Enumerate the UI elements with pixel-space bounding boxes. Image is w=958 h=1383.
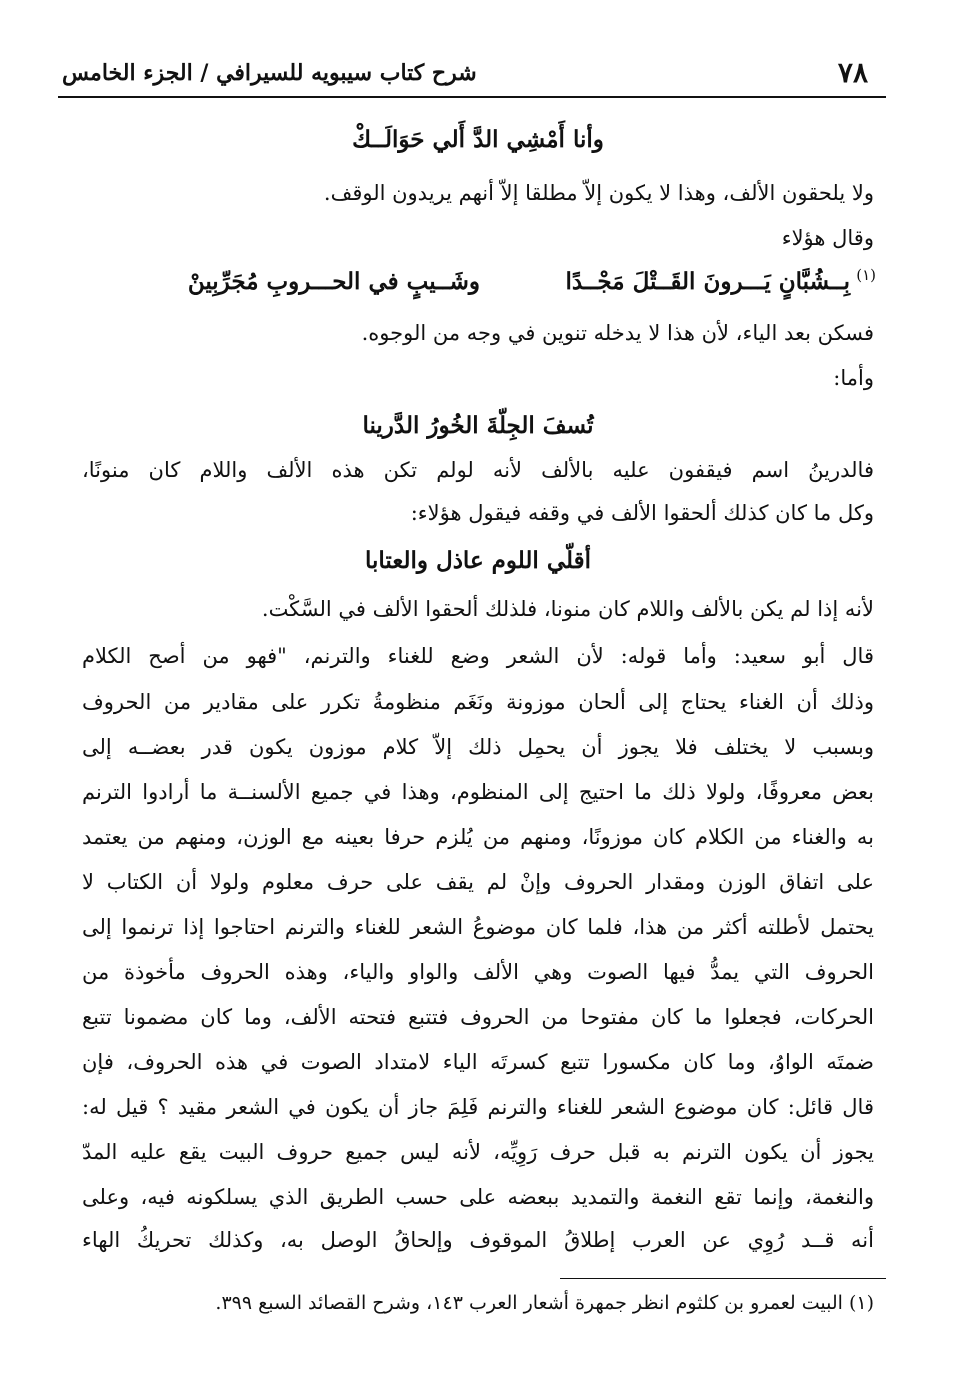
verse-second-half: وشَــيبٍ في الحـــروبِ مُجَرِّبِينْ	[187, 268, 480, 295]
text-line: لأنه إذا لم يكن بالألف واللام كان منونا، فلذلك ألحقوا الألف في السَّكْت.	[261, 597, 874, 621]
verse-line: أقلّي اللوم عاذل والعتابا	[365, 547, 591, 574]
text-line: على اتفاق الوزن ومقدار الحروف وإنْ لم يقف على حرف معلوم ولولا أن الكتاب لا	[82, 870, 874, 894]
verse-first-half: بِــشُبَّانٍ يَـــرونَ القَــتْلَ مَجْــدًا	[565, 268, 850, 295]
text-line: الحروف التي يمدُّ فيها الصوت وهي الألف والواو والياء، وهذه الحروف مأخوذة من	[82, 960, 874, 984]
footnote-divider	[560, 1278, 886, 1279]
footnote: (١) البيت لعمرو بن كلثوم انظر جمهرة أشعار العرب ١٤٣، وشرح القصائد السبع ٣٩٩.	[215, 1292, 874, 1314]
text-line: وأما:	[833, 366, 874, 390]
text-line: وقال هؤلاء	[781, 226, 874, 250]
text-line: وكل ما كان كذلك ألحقوا الألف في وقفه فيقول هؤلاء:	[410, 501, 874, 525]
page-number: ٧٨	[837, 56, 868, 89]
text-line: يحتمل لأطلته أكثر من هذا، فلما كان موضوعُ الشعر للغناء والترنم احتاجوا إذا ترنموا إلى	[82, 915, 874, 939]
text-line: ضمتَه الواوُ، وما كان مكسورا تتبع كسرتَه الياء لامتداد الصوت في هذه الحروف، فإن	[82, 1050, 874, 1074]
text-line: والنغمة، وإنما تقع النغمة والتمديد ببعضه على حسب الطريق الذي يسلكونه فيه، وعلى	[82, 1185, 874, 1209]
verse-line: تُسفَ الجِلّةَ الخُورُ الدَّرينا	[362, 412, 594, 439]
page-header	[58, 52, 886, 98]
text-line: يجوز أن يكون الترنم به قبل حرف رَوِيِّه، لأنه ليس جميع حروف البيت يقع عليه المدّ	[82, 1140, 874, 1164]
verse-line: وأنا أَمْشِي الدَّ أَلي حَوَالَــكْ	[352, 126, 604, 153]
text-line: فالدرينُ اسم فيقفون عليه بالألف لأنه لولم تكن هذه الألف واللام كان منونًا،	[82, 458, 874, 482]
text-line: قال قائل: كان موضوع الشعر للغناء والترنم فَلِمَ جاز أن يكون في الشعر مقيد ؟ قيل له:	[82, 1095, 874, 1119]
text-line: بعض معروفًا، ولولا ذلك ما احتيج إلى المنظوم، وهذا في جميع الألسنــة ما أرادوا الترنم	[82, 780, 874, 804]
text-line: وذلك أن الغناء يحتاج إلى ألحان موزونة ونَغَم منظومةُ تكرر على مقادير من الحروف	[82, 690, 874, 714]
footnote-marker: (١)	[856, 266, 876, 284]
text-line: قال أبو سعيد: وأما قوله: لأن الشعر وضع للغناء والترنم، "فهو من أصح الكلام	[82, 644, 874, 668]
text-line: فسكن بعد الياء، لأن هذا لا يدخله تنوين في وجه من الوجوه.	[361, 321, 874, 345]
text-line: وبسبب لا يختلف فلا يجوز أن يحمِل ذلك إلاّ كلام موزون يكون قدر بعضــه إلى	[82, 735, 874, 759]
text-line: به والغناء من الكلام كان موزونًا، ومنهم من يُلزم حرفا بعينه مع الوزن، ومنهم من يعتمد	[82, 825, 874, 849]
text-line: أنه قــد رُوِي عن العرب إطلاقُ الموقوف وإلحاقُ الوصل به، وكذلك تحريكُ الهاء	[82, 1228, 874, 1252]
text-line: ولا يلحقون الألف، وهذا لا يكون إلاّ مطلقا إلاّ أنهم يريدون الوقف.	[323, 181, 874, 205]
text-line: الحركات، فجعلوا ما كان مفتوحا من الحروف فتتبع فتحته الألف، وما كان مضمونا تتبع	[82, 1005, 874, 1029]
running-title: شرح كتاب سيبويه للسيرافي / الجزء الخامس	[62, 60, 477, 86]
